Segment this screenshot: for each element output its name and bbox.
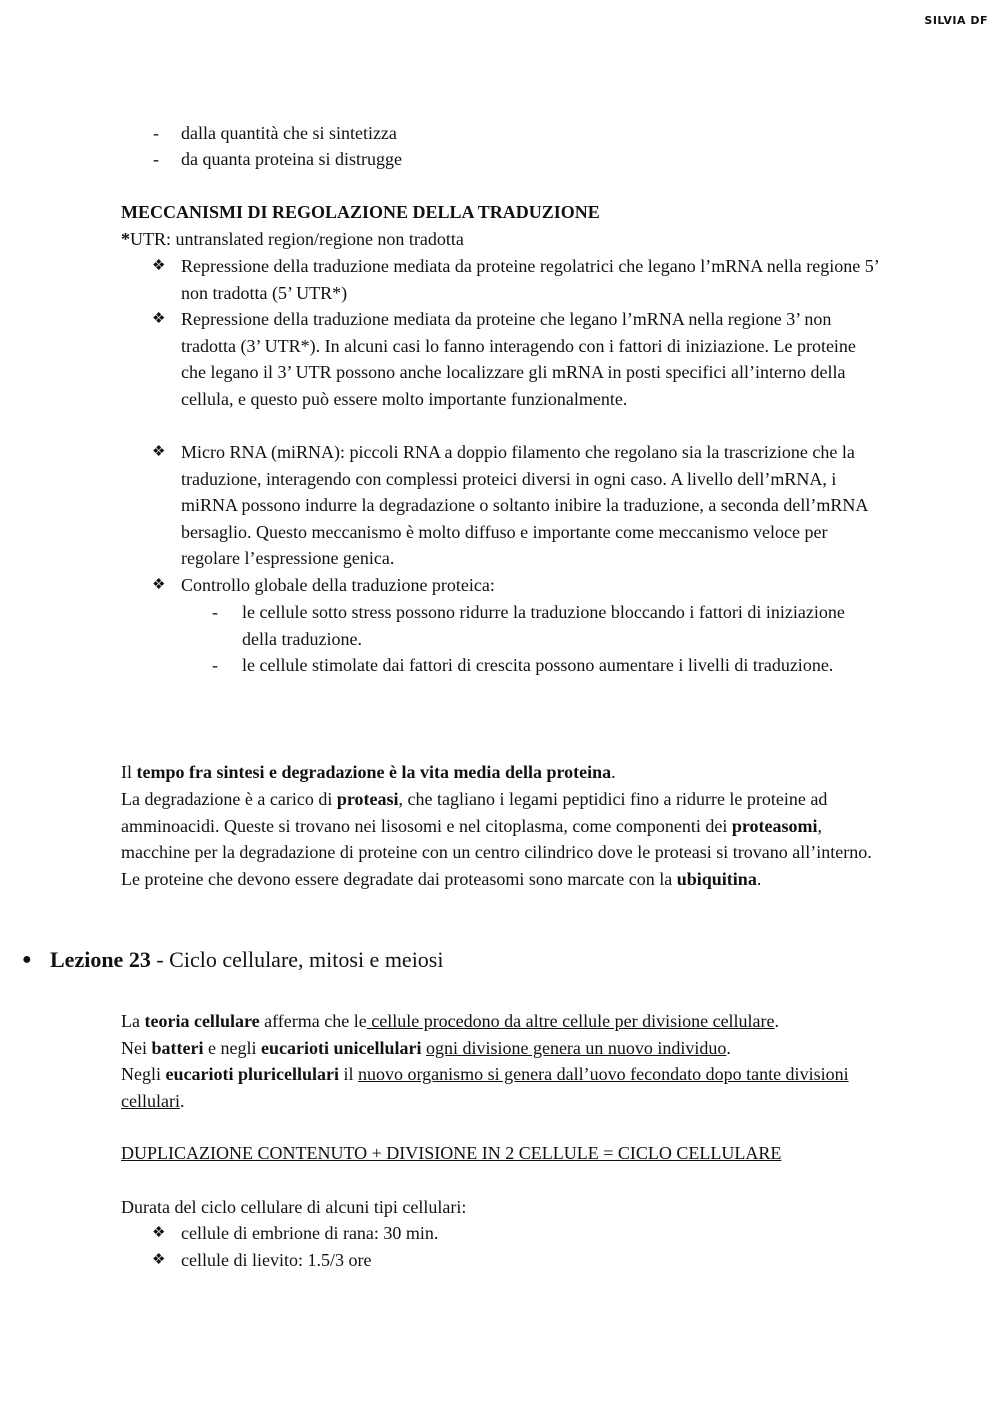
lesson-number: Lezione 23	[50, 947, 151, 972]
paragraph: Il tempo fra sintesi e degradazione è la vita media della proteina.	[121, 762, 616, 782]
dash-marker: -	[212, 655, 218, 675]
list-item	[152, 572, 881, 599]
list-item	[152, 306, 881, 412]
diamond-bullet-icon: ❖	[152, 311, 166, 327]
list-item	[152, 1220, 881, 1247]
list-item-text: le cellule stimolate dai fattori di crescita possono aumentare i livelli di traduzione.	[242, 655, 834, 675]
list-item	[153, 120, 397, 147]
list-item-text: cellule di embrione di rana: 30 min.	[181, 1223, 439, 1243]
bullet-icon: ●	[22, 951, 32, 968]
list-item-text: cellule di lievito: 1.5/3 ore	[181, 1250, 372, 1270]
cell-cycle-definition: DUPLICAZIONE CONTENUTO + DIVISIONE IN 2 CELLULE = CICLO CELLULARE	[121, 1143, 782, 1163]
paragraph: La degradazione è a carico di proteasi, che tagliano i legami peptidici fino a ridurre le proteine ad amminoacidi. Queste si trovano nei lisosomi e nel citoplasma, come componenti dei proteasomi, macchine per la degradazione di proteine con un centro cilindrico dove le proteasi si trovano all’interno. Le proteine che devono essere degradate dai proteasomi sono marcate con la ubiquitina.	[121, 789, 872, 889]
diamond-bullet-icon: ❖	[152, 258, 166, 274]
paragraph: Negli eucarioti pluricellulari il nuovo organismo si genera dall’uovo fecondato dopo tante divisioni cellulari.	[121, 1064, 849, 1111]
paragraph: La teoria cellulare afferma che le cellule procedono da altre cellule per divisione cellulare.	[121, 1011, 780, 1031]
list-item-text: dalla quantità che si sintetizza	[181, 123, 397, 143]
diamond-bullet-icon: ❖	[152, 1252, 166, 1268]
dash-marker: -	[153, 149, 159, 169]
dash-marker: -	[212, 602, 218, 622]
list-item	[153, 146, 402, 173]
paragraph: Nei batteri e negli eucarioti unicellulari ogni divisione genera un nuovo individuo.	[121, 1038, 731, 1058]
lesson-title: - Ciclo cellulare, mitosi e meiosi	[150, 947, 444, 972]
list-item	[152, 1247, 881, 1274]
author-signature: SILVIA DF	[924, 14, 988, 27]
paragraph: Durata del ciclo cellulare di alcuni tipi cellulari:	[121, 1197, 467, 1217]
list-item	[152, 253, 881, 306]
list-item-text: da quanta proteina si distrugge	[181, 149, 402, 169]
list-item-text: Controllo globale della traduzione proteica:	[181, 575, 495, 595]
list-item-text: le cellule sotto stress possono ridurre la traduzione bloccando i fattori di iniziazione della traduzione.	[242, 602, 845, 649]
diamond-bullet-icon: ❖	[152, 577, 166, 593]
dash-marker: -	[153, 123, 159, 143]
list-item	[152, 439, 881, 572]
sub-list-item	[212, 652, 862, 679]
list-item-text: Repressione della traduzione mediata da proteine regolatrici che legano l’mRNA nella regione 5’ non tradotta (5’ UTR*)	[181, 256, 879, 303]
list-item-text: Repressione della traduzione mediata da proteine che legano l’mRNA nella regione 3’ non tradotta (3’ UTR*). In alcuni casi lo fanno interagendo con i fattori di iniziazione. Le proteine che legano il 3’ UTR possono anche localizzare gli mRNA in posti specifici all’interno della cellula, e questo può essere molto importante funzionalmente.	[181, 309, 856, 409]
diamond-bullet-icon: ❖	[152, 444, 166, 460]
list-item-text: Micro RNA (miRNA): piccoli RNA a doppio filamento che regolano sia la trascrizione che la traduzione, interagendo con complessi proteici diversi in ogni caso. A livello dell’mRNA, i miRNA possono indurre la degradazione o soltanto inibire la traduzione, a seconda dell’mRNA bersaglio. Questo meccanismo è molto diffuso e importante come meccanismo veloce per regolare l’espressione genica.	[181, 442, 868, 568]
utr-note: *UTR: untranslated region/regione non tradotta	[121, 229, 464, 249]
section-heading: MECCANISMI DI REGOLAZIONE DELLA TRADUZIONE	[121, 202, 600, 222]
diamond-bullet-icon: ❖	[152, 1225, 166, 1241]
sub-list-item	[212, 599, 862, 652]
